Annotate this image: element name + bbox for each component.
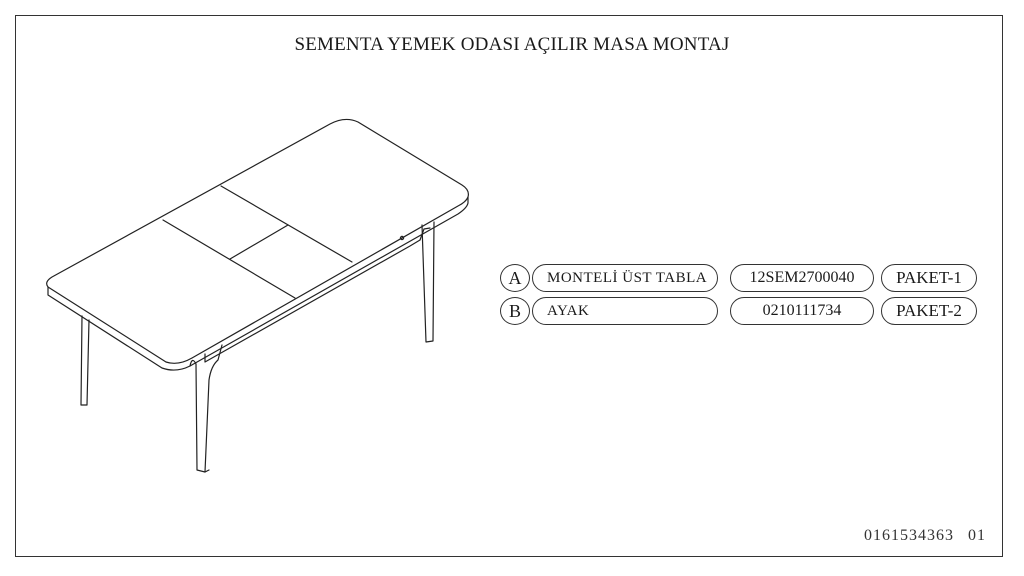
document-code: 0161534363 — [864, 527, 954, 544]
package-label: PAKET-2 — [881, 297, 977, 325]
part-letter-badge: A — [500, 264, 530, 292]
table-leg-back-left-icon — [81, 316, 89, 405]
table-leg-back-right-icon — [422, 222, 434, 342]
part-name: AYAK — [532, 297, 718, 325]
part-code: 0210111734 — [730, 297, 874, 325]
document-revision: 01 — [968, 527, 986, 544]
page-title: SEMENTA YEMEK ODASI AÇILIR MASA MONTAJ — [294, 34, 730, 55]
document-number — [864, 527, 986, 545]
part-code: 12SEM2700040 — [730, 264, 874, 292]
table-leg-front-right-icon — [420, 228, 430, 240]
part-letter-badge: B — [500, 297, 530, 325]
package-label: PAKET-1 — [881, 264, 977, 292]
table-leg-front-left-icon — [190, 345, 222, 472]
part-name: MONTELİ ÜST TABLA — [532, 264, 718, 292]
table-top-icon — [47, 119, 469, 370]
